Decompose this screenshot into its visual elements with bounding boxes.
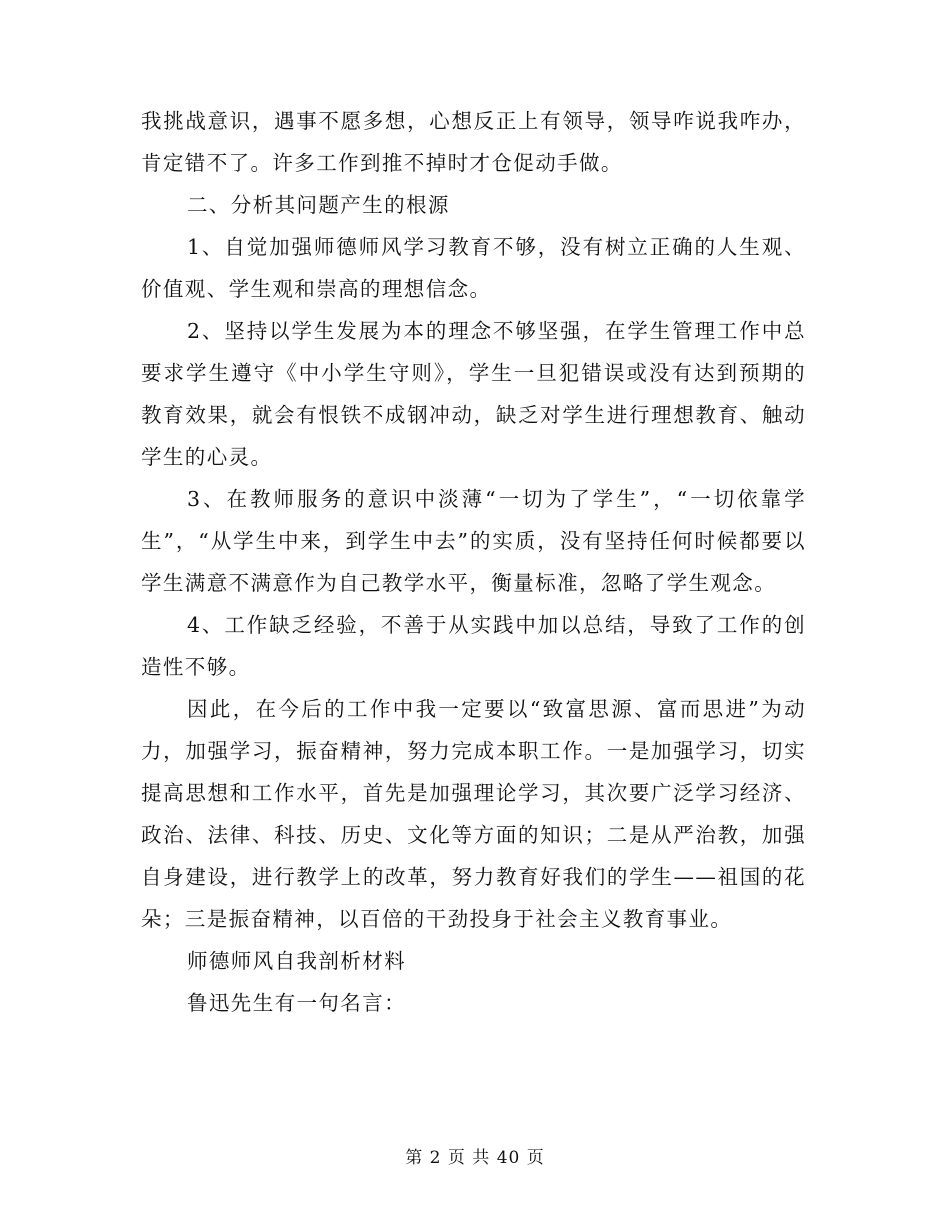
paragraph-point-2: 2、坚持以学生发展为本的理念不够坚强，在学生管理工作中总要求学生遵守《中小学生守则》，学生一旦犯错误或没有达到预期的教育效果，就会有恨铁不成钢冲动，缺乏对学生进行理想教育、触动学生的心灵。 [141, 319, 806, 469]
paragraph-point-3: 3、在教师服务的意识中淡薄“一切为了学生”，“一切依靠学生”，“从学生中来，到学生中去”的实质，没有坚持任何时候都要以学生满意不满意作为自己教学水平，衡量标准，忽略了学生观念。 [141, 487, 806, 595]
paragraph-point-1: 1、自觉加强师德师风学习教育不够，没有树立正确的人生观、价值观、学生观和崇高的理想信念。 [141, 235, 806, 301]
paragraph-continuation: 我挑战意识，遇事不愿多想，心想反正上有领导，领导咋说我咋办，肯定错不了。许多工作到推不掉时才仓促动手做。 [141, 109, 806, 175]
paragraph-quote-intro: 鲁迅先生有一句名言： [187, 991, 406, 1015]
paragraph-conclusion: 因此，在今后的工作中我一定要以“致富思源、富而思进”为动力，加强学习，振奋精神，努力完成本职工作。一是加强学习，切实提高思想和工作水平，首先是加强理论学习，其次要广泛学习经济、政治、法律、科技、历史、文化等方面的知识；二是从严治教，加强自身建设，进行教学上的改革，努力教育好我们的学生——祖国的花朵；三是振奋精神，以百倍的干劲投身于社会主义教育事业。 [141, 697, 806, 931]
paragraph-point-4: 4、工作缺乏经验，不善于从实践中加以总结，导致了工作的创造性不够。 [141, 613, 806, 679]
section-heading-root-causes: 二、分析其问题产生的根源 [187, 193, 450, 217]
page-number-footer: 第 2 页 共 40 页 [405, 1148, 545, 1168]
document-body [141, 100, 806, 1024]
document-subtitle: 师德师风自我剖析材料 [187, 949, 406, 973]
